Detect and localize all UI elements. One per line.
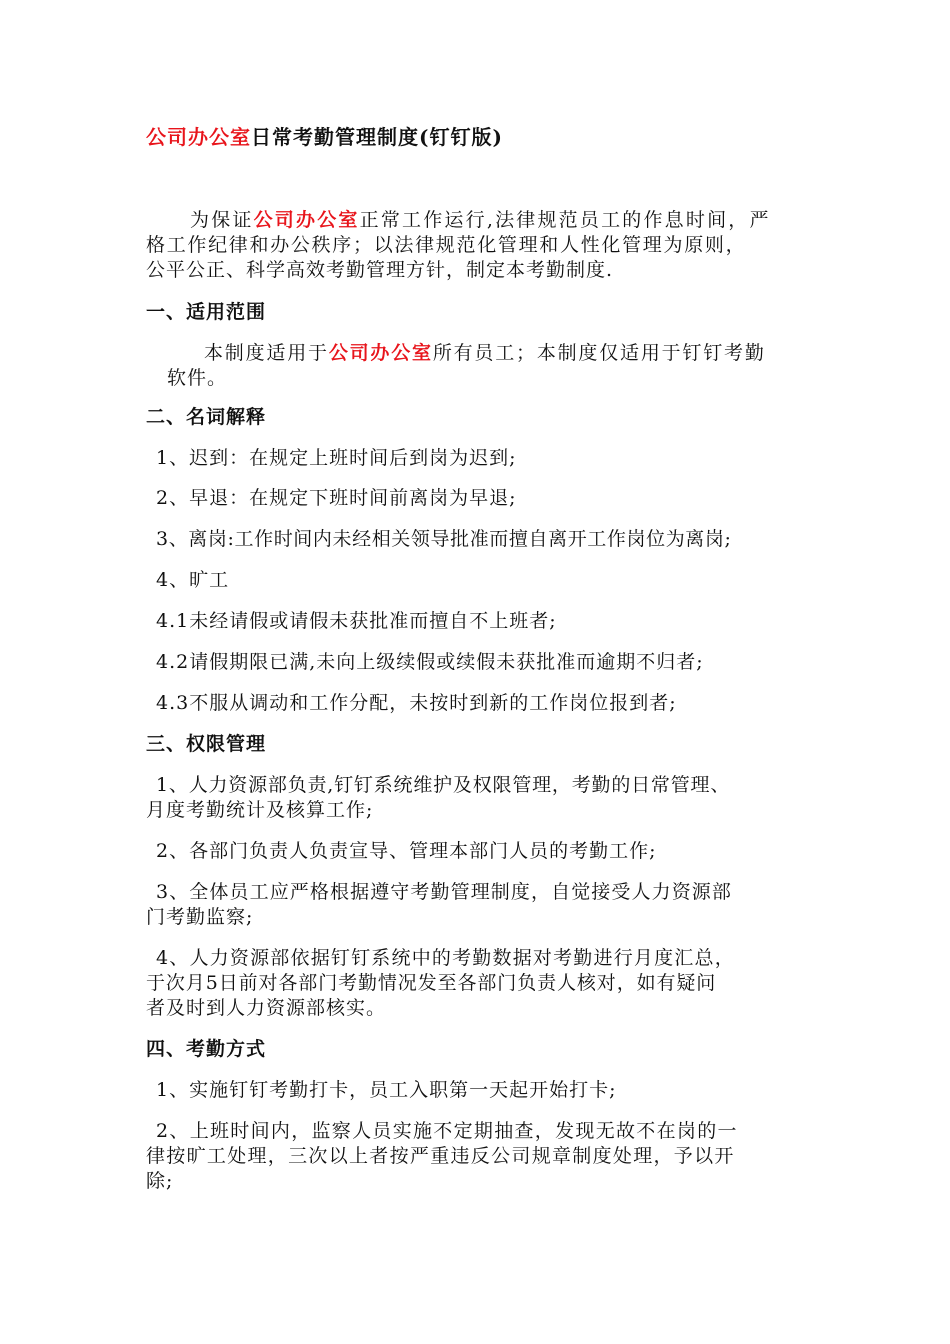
section-1-heading: 一、适用范围: [146, 301, 267, 323]
section-1-text: 本制度适用于: [204, 342, 329, 364]
intro-text: 正常工作运行,法律规范员工的作息时间，严: [359, 209, 771, 231]
section-3-item-1-line-1: 1、人力资源部负责,钉钉系统维护及权限管理，考勤的日常管理、: [156, 774, 731, 796]
list-item: 1、迟到：在规定上班时间后到岗为迟到;: [156, 447, 517, 469]
section-2-heading: 二、名词解释: [146, 406, 267, 428]
section-3-item-4-line-2: 于次月5日前对各部门考勤情况发至各部门负责人核对，如有疑问: [146, 972, 717, 994]
list-item: 2、早退：在规定下班时间前离岗为早退;: [156, 487, 517, 509]
list-item: 4、旷工: [156, 569, 230, 591]
list-item: 3、离岗:工作时间内未经相关领导批准而擅自离开工作岗位为离岗;: [156, 528, 732, 550]
section-3-item-2: 2、各部门负责人负责宣导、管理本部门人员的考勤工作;: [156, 840, 657, 862]
section-4-item-2-line-1: 2、上班时间内，监察人员实施不定期抽查，发现无故不在岗的一: [156, 1120, 738, 1142]
section-1-text: 所有员工；本制度仅适用于钉钉考勤: [432, 342, 766, 364]
section-1-line-1: [204, 340, 766, 366]
intro-highlight: 公司办公室: [253, 209, 360, 231]
title-rest: 日常考勤管理制度(钉钉版): [251, 125, 503, 149]
list-item: 4.1未经请假或请假未获批准而擅自不上班者;: [156, 610, 557, 632]
section-1-line-2: 软件。: [167, 367, 228, 389]
section-4-item-2-line-3: 除;: [146, 1170, 174, 1192]
section-1-highlight: 公司办公室: [328, 342, 433, 364]
section-4-item-1: 1、实施钉钉考勤打卡，员工入职第一天起开始打卡;: [156, 1079, 617, 1101]
section-3-heading: 三、权限管理: [146, 733, 267, 755]
section-4-heading: 四、考勤方式: [146, 1038, 267, 1060]
intro-line-2: 格工作纪律和办公秩序；以法律规范化管理和人性化管理为原则，: [146, 234, 747, 256]
section-4-item-2-line-2: 律按旷工处理，三次以上者按严重违反公司规章制度处理，予以开: [146, 1145, 735, 1167]
intro-text: 为保证: [190, 209, 254, 231]
list-item: 4.2请假期限已满,未向上级续假或续假未获批准而逾期不归者;: [156, 651, 704, 673]
document-title: [146, 124, 503, 150]
section-3-item-4-line-1: 4、人力资源部依据钉钉系统中的考勤数据对考勤进行月度汇总，: [156, 947, 735, 969]
intro-line-1: [190, 207, 771, 233]
section-3-item-1-line-2: 月度考勤统计及核算工作;: [146, 799, 374, 821]
list-item: 4.3不服从调动和工作分配，未按时到新的工作岗位报到者;: [156, 692, 677, 714]
section-3-item-4-line-3: 者及时到人力资源部核实。: [146, 997, 387, 1019]
intro-line-3: 公平公正、科学高效考勤管理方针，制定本考勤制度.: [146, 259, 614, 281]
section-3-item-3-line-1: 3、全体员工应严格根据遵守考勤管理制度，自觉接受人力资源部: [156, 881, 732, 903]
title-highlight: 公司办公室: [146, 125, 251, 149]
section-3-item-3-line-2: 门考勤监察;: [146, 906, 254, 928]
